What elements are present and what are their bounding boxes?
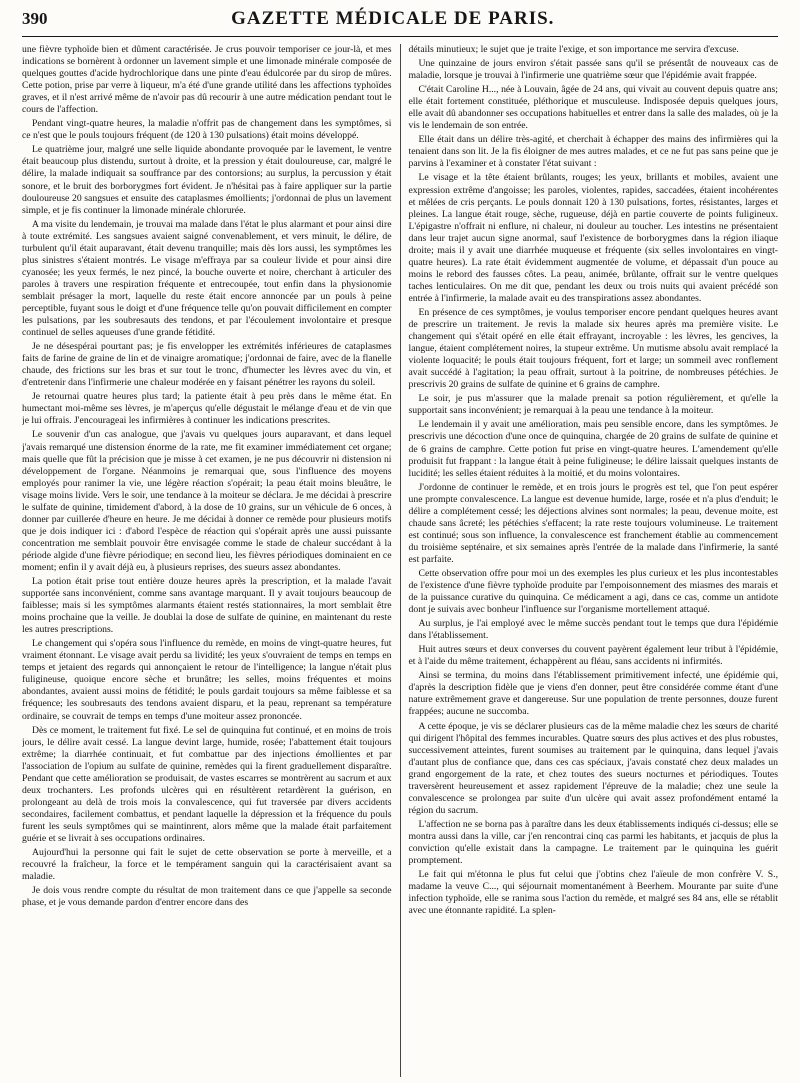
paragraph: Dès ce moment, le traitement fut fixé. Le sel de quinquina fut continué, et en moins de trois jours, le délire avait cessé. La langue devint large, humide, rosée; l'abattement était toujours extrême; la diarrhée continuait, et fut combattue par des injections émollientes et par l'association de l'opium au sulfate de quinine, remèdes qui la firent graduellement disparaître. Pendant que cette amélioration se produisait, de vastes escarres se montrèrent au sacrum et aux deux trochanters. Les profonds ulcères qui en résultèrent retardèrent la guérison, en prolongeant au delà de trois mois la convalescence, qui fut traversée par divers accidents secondaires, facilement combattus, et pendant laquelle la dépression et la fréquence du pouls furent les seuls symptômes qui se maintinrent, alors même que la malade était parfaitement guérie et se livrait à ses occupations ordinaires.: [22, 724, 392, 844]
paragraph: L'affection ne se borna pas à paraître dans les deux établissements indiqués ci-dessus; elle se montra aussi dans la ville, car j'en rencontrai cinq cas parmi les habitants, et jacquis de plus la conviction qu'elle existait dans la campagne. Le traitement par le quinquina les guérit promptement.: [408, 818, 778, 867]
paragraph: Le visage et la tête étaient brûlants, rouges; les yeux, brillants et mobiles, avaient une expression extrême d'angoisse; les paroles, violentes, rapides, saccadées, étaient incohérentes et mêlées de cris perçants. Le pouls donnait 120 à 130 pulsations, fortes, résistantes, larges et pleines. La langue était rouge, sèche, rugueuse, déjà en partie couverte de points fuligineux. L'épigastre n'offrait ni enflure, ni chaleur, ni douleur au toucher. Les intestins ne présentaient dans leur trajet aucun signe anormal, sauf l'existence de borborygmes dans la région iliaque droite; mais il y avait une diarrhée muqueuse et fréquente (six selles involontaires en vingt-quatre heures). La rate était évidemment augmentée de volume, et dépassait d'un pouce au moins le rebord des fausses côtes. La peau, animée, brûlante, offrait sur le ventre quelques taches lenticulaires. On me dit que, pendant les deux ou trois nuits qui avaient précédé son entrée à l'infirmerie, la malade avait eu des transpirations assez abondantes.: [408, 172, 778, 304]
paragraph: détails minutieux; le sujet que je traite l'exige, et son importance me servira d'excuse.: [408, 44, 739, 55]
paragraph: Je retournai quatre heures plus tard; la patiente était à peu près dans le même état. En humectant moi-même ses lèvres, je m'aperçus qu'elle dégustait le mélange d'eau et de vin que je lui offrais. J'encourageai les infirmières à continuer les indications prescrites.: [22, 391, 392, 427]
paragraph: Le lendemain il y avait une amélioration, mais peu sensible encore, dans les symptômes. Je prescrivis une décoction d'une once de quinquina, chargée de 20 grains de sulfate de quinine et de 6 grains de camphre. Cette potion fut prise en vingt-quatre heures. L'amendement qu'elle produisit fut frappant : la langue était à peine fuligineuse; le délire laissait quelques instants de lucidité; les selles étaient réduites à la moitié, et du moins volontaires.: [408, 419, 778, 479]
paragraph: Je dois vous rendre compte du résultat de mon traitement dans ce que j'appelle sa seconde phase, et je vous demande pardon d'entrer encore dans des: [22, 885, 392, 909]
paragraph: Ainsi se termina, du moins dans l'établissement primitivement infecté, une épidémie qui, d'après la description fidèle que je viens d'en donner, peut être considérée comme étant d'une nature extrêmement grave et dangereuse. Sur une population de trente personnes, douze furent frappées; aucune ne succomba.: [408, 670, 778, 718]
paragraph: Huit autres sœurs et deux converses du couvent payèrent également leur tribut à l'épidémie, et à l'aide du même traitement, échappèrent au fléau, sans accidents ni infirmités.: [408, 644, 778, 668]
paragraph: Je ne désespérai pourtant pas; je fis envelopper les extrémités inférieures de cataplasmes faits de farine de graine de lin et de vinaigre aromatique; j'ordonnai de faire, avec de la flanelle chaude, des frictions sur les bras et sur tout le tronc, d'humecter les lèvres avec du vin, et d'entretenir dans l'infirmerie une chaleur modérée en y faisant pénétrer les rayons du soleil.: [22, 341, 392, 389]
paragraph: A cette époque, je vis se déclarer plusieurs cas de la même maladie chez les sœurs de charité qui dirigent l'hôpital des femmes incurables. Quatre sœurs des plus actives et des plus robustes, successivement atteintes, furent soumises au traitement par le quinquina, dans lequel j'avais d'autant plus de confiance que, dans ces cas spéciaux, j'avais constaté chez deux malades un grand engorgement de la rate, et chez toutes des sueurs nocturnes et périodiques. Toutes traversèrent heureusement et assez rapidement l'épreuve de la maladie; chez une seule la convalescence se prolongea par suite d'un ulcère qui avait assez profondément entamé la région du sacrum.: [408, 720, 778, 816]
paragraph: une fièvre typhoïde bien et dûment caractérisée. Je crus pouvoir temporiser ce jour-là, et mes indications se bornèrent à ordonner un lavement simple et une limonade minérale composée de quelques gouttes d'acide hydrochlorique dans une pinte d'eau édulcorée par du sirop de mûres. Cette potion, prise par verre à liqueur, m'a été d'une grande utilité dans les affections typhoïdes graves, et il n'est arrivé même de n'avoir pas dû recourir à une autre médication pendant tout le cours de l'affection.: [22, 44, 392, 116]
paragraph: Le soir, je pus m'assurer que la malade prenait sa potion régulièrement, et qu'elle la supportait sans inconvénient; je remarquai à la peau une tendance à la moiteur.: [408, 393, 778, 417]
journal-title: GAZETTE MÉDICALE DE PARIS.: [231, 8, 555, 29]
text-columns: [22, 44, 778, 1077]
paragraph: Cette observation offre pour moi un des exemples les plus curieux et les plus incontestables de l'existence d'une fièvre typhoïde produite par l'empoisonnement des miasmes des marais et de la puissance curative du quinquina. Ce médicament a agi, dans ce cas, comme un antidote dont je suivais avec bonheur l'influence sur l'organisme mortellement attaqué.: [408, 567, 778, 616]
left-column: [22, 44, 401, 1077]
page-number: 390: [22, 9, 48, 28]
paragraph: C'était Caroline H..., née à Louvain, âgée de 24 ans, qui vivait au couvent depuis quatre ans; elle était fortement constituée, pléthorique et musculeuse. Indisposée depuis quelques jours, elle avait dû abandonner ses occupations habituelles et entrer dans la salle des malades, où je la vis le lendemain de son entrée.: [408, 84, 778, 132]
paragraph: Aujourd'hui la personne qui fait le sujet de cette observation se porte à merveille, et a recouvré la fraîcheur, la force et le tempérament sanguin qui la caractérisaient avant sa maladie.: [22, 847, 392, 883]
paragraph: Une quinzaine de jours environ s'était passée sans qu'il se présentât de nouveaux cas de maladie, lorsque je trouvai à l'infirmerie une quatrième sœur que l'épidémie avait frappée.: [408, 58, 778, 82]
paragraph: La potion était prise tout entière douze heures après la prescription, et la malade l'avait supportée sans inconvénient, comme sans avantage marquant. Il y avait toujours beaucoup de faiblesse; mais si les symptômes alarmants étaient restés stationnaires, la mort semblait être moins prochaine que la veille. Je doublai la dose de sulfate de quinine, en maintenant du reste les autres prescriptions.: [22, 576, 392, 636]
paragraph: En présence de ces symptômes, je voulus temporiser encore pendant quelques heures avant de prescrire un traitement. Je revis la malade six heures après ma première visite. Le changement qui s'était opéré en elle était effrayant, incroyable : les lèvres, les gencives, la langue, étaient complétement noires, la stupeur extrême. Un mutisme absolu avait remplacé la violente loquacité; le pouls était toujours fréquent, fort et large; un sommeil avec ronflement avait succédé à l'agitation; la peau offrait, surtout à la poitrine, de nombreuses pétéchies. Je prescrivis 20 grains de sulfate de quinine et 6 grains de camphre.: [408, 306, 778, 391]
paragraph: Le changement qui s'opéra sous l'influence du remède, en moins de vingt-quatre heures, fut vraiment étonnant. Le visage avait perdu sa lividité; les yeux s'ouvraient de temps en temps en temps et jetaient des regards qui annonçaient le retour de l'intelligence; la langue n'était plus fuligineuse, quoique encore sèche et brunâtre; les selles, moins fréquentes et moins abondantes, avaient aussi moins de fétidité; le pouls gardait toujours sa même faiblesse et sa fréquence; les soubresauts des tendons avaient disparu, et la peau, reprenant sa température ordinaire, se couvrait de temps en temps d'une moiteur assez prononcée.: [22, 638, 392, 722]
page-header: [22, 8, 778, 37]
paragraph: Pendant vingt-quatre heures, la maladie n'offrit pas de changement dans les symptômes, si ce n'est que le pouls toujours fréquent (de 120 à 130 pulsations) était moins développé.: [22, 118, 392, 142]
right-column: [401, 44, 779, 1077]
paragraph: Le fait qui m'étonna le plus fut celui que j'obtins chez l'aïeule de mon confrère V. S., madame la veuve C..., qui séjournait momentanément à Beerhem. Mourante par suite d'une infection typhoïde, elle se ranima sous l'action du remède, et malgré ses 84 ans, elle se rétablit avec une étonnante rapidité. La splen-: [408, 869, 778, 917]
paragraph: Le quatrième jour, malgré une selle liquide abondante provoquée par le lavement, le ventre était beaucoup plus distendu, surtout à droite, et la pression y était douloureuse, car, malgré le délire, la malade indiquait sa souffrance par des contorsions; au surplus, la percussion y était sonore, et le bruit des borborygmes fort évident. Je n'hésitai pas à faire appliquer sur la partie douloureuse 20 sangsues et ensuite des cataplasmes émollients; j'ordonnai de plus un lavement simple, et je fis continuer la limonade minérale chlorurée.: [22, 144, 392, 216]
paragraph: A ma visite du lendemain, je trouvai ma malade dans l'état le plus alarmant et pour ainsi dire à toute extrémité. Les sangsues avaient saigné convenablement, et vers minuit, le délire, de turbulent qu'il était auparavant, était devenu tranquille; mais dès lors aussi, les symptômes les plus sinistres s'étaient montrés. Le visage m'effraya par sa couleur livide et pour ainsi dire cyanosée; les yeux fermés, le nez pincé, la bouche ouverte et noire, cherchant à articuler des paroles à travers une respiration fréquente et entrecoupée, tout enfin dans la physionomie semblait présager la mort, laquelle du reste était encore annoncée par un pouls à peine perceptible, fuyant sous le doigt et d'une fréquence telle qu'on pouvait difficilement en compter les pulsations, par les soubresauts des tendons, et par l'écoulement involontaire et presque continuel de selles aqueuses d'une grande fétidité.: [22, 218, 392, 339]
paragraph: Elle était dans un délire très-agité, et cherchait à échapper des mains des infirmières qui la tenaient dans son lit. Je la fis éloigner de mes autres malades, et ce ne fut pas sans peine que je parvins à l'examiner et à constater l'état suivant :: [408, 134, 778, 170]
paragraph: J'ordonne de continuer le remède, et en trois jours le progrès est tel, que l'on peut espérer une prompte convalescence. La langue est devenue humide, large, rosée et n'a plus d'enduit; le délire a complétement cessé; les déjections alvines sont normales; la peau, devenue moite, est chaude sans âcreté; les pétéchies s'effacent; la rate reste toujours volumineuse. Le traitement est continué; sous son influence, la convalescence est franchement établie au commencement du troisième septénaire, et six semaines après l'entrée de la malade dans l'infirmerie, la santé est parfaite.: [408, 481, 778, 565]
paragraph: Au surplus, je l'ai employé avec le même succès pendant tout le temps que dura l'épidémie dans l'établissement.: [408, 618, 778, 642]
paragraph: Le souvenir d'un cas analogue, que j'avais vu quelques jours auparavant, et dans lequel j'avais remarqué une distension énorme de la rate, me fit examiner immédiatement cet organe; mais quelle que fût la précision que je misse à cet examen, je ne pus découvrir ni distension ni développement de l'organe. Néanmoins je remarquai que, sous l'influence des moyens employés pour ranimer la vie, une légère réaction s'opérait; la peau était moins bleuâtre, le visage moins livide. Vers le soir, une tendance à la moiteur se déclara. Je me décidai à prescrire le sulfate de quinine, timidement d'abord, à la dose de 10 grains, sur un véhicule de 6 onces, à donner par cuillerée d'heure en heure. Je me décidai à donner ce remède pour plusieurs motifs que je dois indiquer ici : d'abord l'espèce de réaction qui s'opérait après une aussi puissante concentration me semblait pouvoir être envisagée comme le stade de chaleur succédant à la période algide d'une fièvre périodique; en second lieu, les fièvres périodiques dominaient en ce moment; enfin il y avait déjà eu, à plusieurs reprises, des sueurs assez abondantes.: [22, 429, 392, 573]
